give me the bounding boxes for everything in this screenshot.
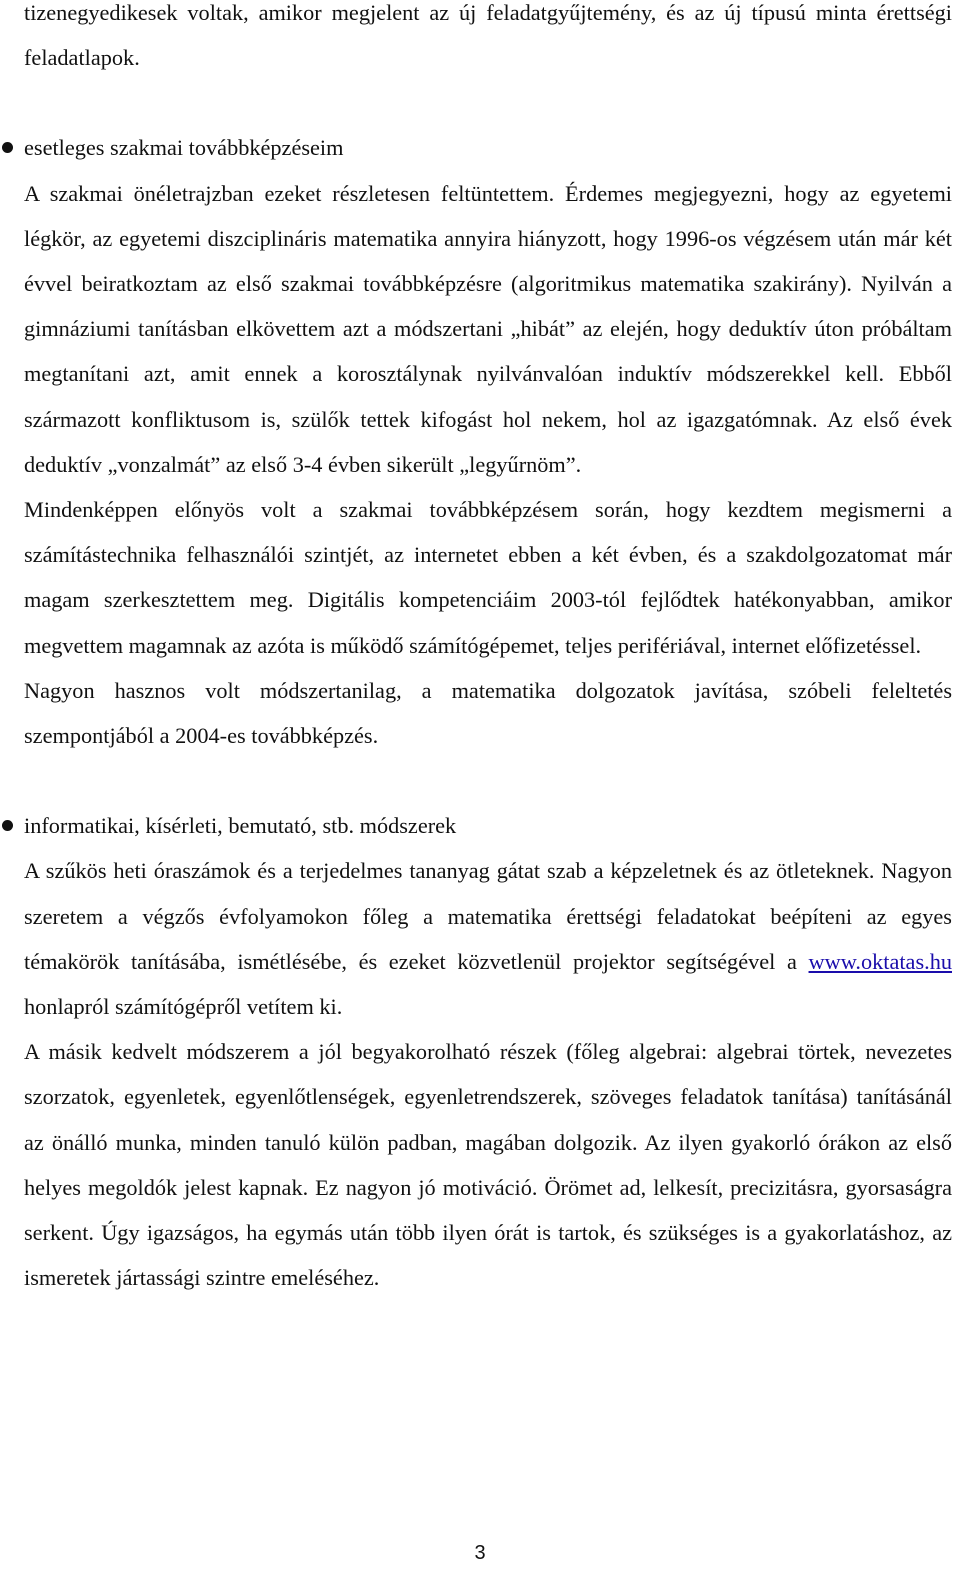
bullet-item-methods (24, 803, 952, 848)
bullet-icon (2, 820, 13, 831)
paragraph-training-3: Nagyon hasznos volt módszertanilag, a matematika dolgozatok javítása, szóbeli feleltetés szempontjából a 2004-es továbbképzés. (24, 677, 952, 749)
paragraph-intro: tizenegyedikesek voltak, amikor megjelent az új feladatgyűjtemény, és az új típusú minta érettségi feladatlapok. (24, 0, 952, 71)
paragraph-methods-2: A másik kedvelt módszerem a jól begyakorolható részek (főleg algebrai: algebrai törtek, nevezetes szorzatok, egyenletek, egyenlőtlenségek, egyenletrendszerek, szöveges feladatok tanítása) tanításánál az önálló munka, minden tanuló külön padban, magában dolgozik. Az ilyen gyakorló órákon az első helyes megoldók jelest kapnak. Ez nagyon jó motiváció. Örömet ad, lelkesít, precizitásra, gyorsaságra serkent. Úgy igazságos, ha egymás után több ilyen órát is tartok, és szükséges is a gyakorlatáshoz, az ismeretek jártassági szintre emeléséhez. (24, 1039, 952, 1291)
bullet-text: informatikai, kísérleti, bemutató, stb. módszerek (24, 813, 457, 839)
bullet-icon (2, 142, 13, 153)
oktatas-link[interactable]: www.oktatas.hu (808, 948, 952, 974)
paragraph-training-1: A szakmai önéletrajzban ezeket részletesen feltüntettem. Érdemes megjegyezni, hogy az egyetemi légkör, az egyetemi diszciplináris matematika annyira hiányzott, hogy 1996-os végzésem után már két évvel beiratkoztam az első szakmai továbbképzésre (algoritmikus matematika szakirány). Nyilván a gimnáziumi tanításban elkövettem azt a módszertani „hibát” az elején, hogy deduktív úton próbáltam megtanítani azt, amit ennek a korosztálynak nyilvánvalóan induktív módszerekkel kell. Ebből származott konfliktusom is, szülők tettek kifogást hol nekem, hol az igazgatómnak. Az első évek deduktív „vonzalmát” az első 3-4 évben sikerült „legyűrnöm”. (24, 180, 952, 477)
blank-line (24, 80, 952, 125)
paragraph-methods-1 (24, 848, 952, 1029)
document-page (24, 0, 952, 1300)
blank-line (24, 758, 952, 803)
paragraph-text: A szűkös heti óraszámok és a terjedelmes tananyag gátat szab a képzeletnek és az ötleteknek. Nagyon szeretem a végzős évfolyamokon főleg a matematika érettségi feladatokat beépíteni az egyes témakörök tanításába, ismétlésébe, és ezeket közvetlenül projektor segítségével a (24, 858, 952, 974)
bullet-item-training (24, 125, 952, 170)
bullet-text: esetleges szakmai továbbképzéseim (24, 135, 344, 161)
page-number: 3 (474, 1542, 486, 1564)
paragraph-training-2: Mindenképpen előnyös volt a szakmai továbbképzésem során, hogy kezdtem megismerni a számítástechnika felhasználói szintjét, az internetet ebben a két évben, és a szakdolgozatomat már magam szerkesztettem meg. Digitális kompetenciáim 2003-tól fejlődtek hatékonyabban, amikor megvettem magamnak az azóta is működő számítógépemet, teljes perifériával, internet előfizetéssel. (24, 497, 952, 658)
paragraph-text: honlapról számítógépről vetítem ki. (24, 994, 343, 1020)
